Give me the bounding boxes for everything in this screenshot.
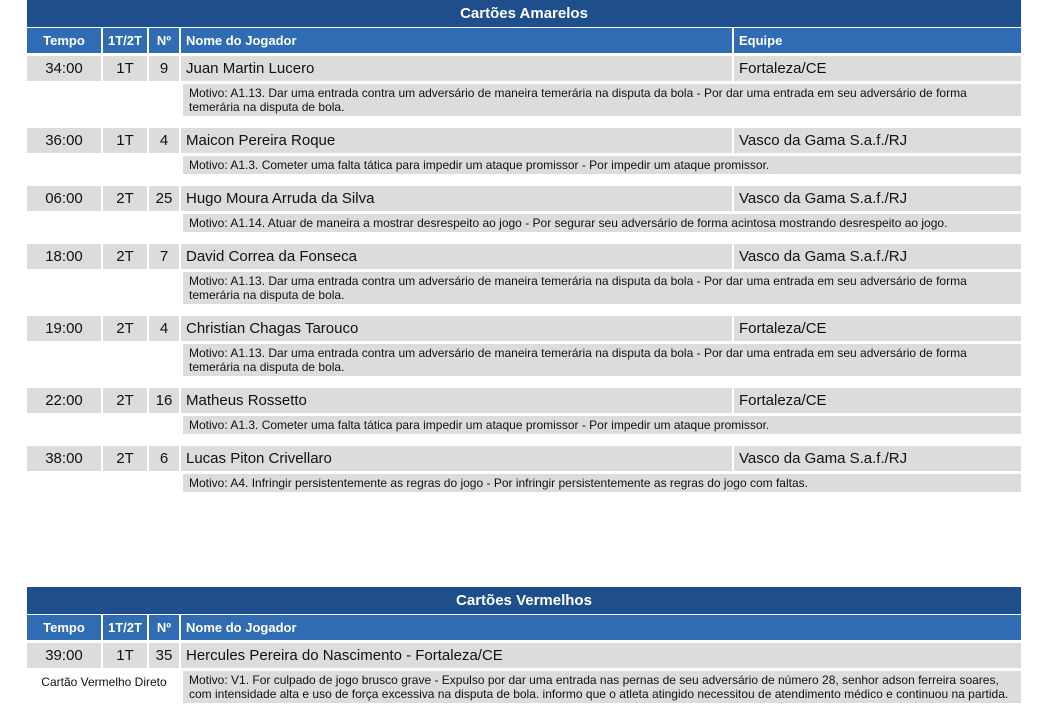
card-motivo: Motivo: V1. For culpado de jogo brusco grave - Expulso por dar uma entrada nas pernas de seu adversário de número 28, senhor adson ferreira soares, com intensidade alta e uso de força excessiva na disputa de bola. informo que o atleta atingido necessitou de atendimento médico e continuou na partida. — [183, 671, 1021, 703]
card-number: 7 — [149, 244, 179, 269]
card-time: 36:00 — [27, 128, 101, 153]
card-time: 22:00 — [27, 388, 101, 413]
card-team: Fortaleza/CE — [734, 388, 1021, 413]
card-type: Cartão Vermelho Direto — [41, 675, 167, 689]
card-player: Maicon Pereira Roque — [181, 128, 732, 153]
card-motivo: Motivo: A1.13. Dar uma entrada contra um adversário de maneira temerária na disputa da bola - Por dar uma entrada em seu adversário de forma temerária na disputa de bola. — [183, 272, 1021, 304]
header-tempo: Tempo — [27, 28, 101, 53]
yellow-cards-section — [27, 0, 1021, 504]
card-lead-blank — [27, 84, 181, 116]
card-lead-blank — [27, 156, 181, 174]
card-half: 1T — [103, 56, 147, 81]
card-player: Matheus Rossetto — [181, 388, 732, 413]
card-team: Vasco da Gama S.a.f./RJ — [734, 128, 1021, 153]
card-half: 2T — [103, 388, 147, 413]
card-motivo: Motivo: A1.14. Atuar de maneira a mostrar desrespeito ao jogo - Por segurar seu adversário de forma acintosa mostrando desrespeito ao jogo. — [183, 214, 1021, 232]
card-motivo: Motivo: A1.13. Dar uma entrada contra um adversário de maneira temerária na disputa da bola - Por dar uma entrada em seu adversário de forma temerária na disputa de bola. — [183, 344, 1021, 376]
card-motivo: Motivo: A1.3. Cometer uma falta tática para impedir um ataque promissor - Por impedir um ataque promissor. — [183, 416, 1021, 434]
card-team: Vasco da Gama S.a.f./RJ — [734, 244, 1021, 269]
red-cards-title: Cartões Vermelhos — [27, 587, 1021, 614]
card-time: 38:00 — [27, 446, 101, 471]
red-card-row — [27, 643, 1021, 703]
card-player: David Correa da Fonseca — [181, 244, 732, 269]
card-number: 4 — [149, 316, 179, 341]
yellow-cards-header — [27, 28, 1021, 53]
card-lead-blank — [27, 344, 181, 376]
card-half: 1T — [103, 643, 147, 668]
card-time: 06:00 — [27, 186, 101, 211]
card-half: 2T — [103, 244, 147, 269]
yellow-card-row — [27, 244, 1021, 304]
card-team: Vasco da Gama S.a.f./RJ — [734, 186, 1021, 211]
card-player: Hercules Pereira do Nascimento - Fortaleza/CE — [181, 643, 1021, 668]
header-tempo: Tempo — [27, 615, 101, 640]
card-lead-blank — [27, 474, 181, 492]
yellow-card-row — [27, 388, 1021, 434]
card-time: 39:00 — [27, 643, 101, 668]
card-time: 19:00 — [27, 316, 101, 341]
card-player: Hugo Moura Arruda da Silva — [181, 186, 732, 211]
card-time: 34:00 — [27, 56, 101, 81]
card-player: Christian Chagas Tarouco — [181, 316, 732, 341]
card-player: Juan Martin Lucero — [181, 56, 732, 81]
card-motivo: Motivo: A1.13. Dar uma entrada contra um adversário de maneira temerária na disputa da bola - Por dar uma entrada em seu adversário de forma temerária na disputa de bola. — [183, 84, 1021, 116]
red-cards-header — [27, 615, 1021, 640]
red-cards-section — [27, 587, 1021, 715]
header-player: Nome do Jogador — [181, 615, 1021, 640]
card-lead-blank — [27, 214, 181, 232]
card-number: 9 — [149, 56, 179, 81]
header-half: 1T/2T — [103, 615, 147, 640]
card-half: 2T — [103, 186, 147, 211]
header-number: Nº — [149, 615, 179, 640]
card-lead-blank — [27, 416, 181, 434]
card-number: 25 — [149, 186, 179, 211]
header-half: 1T/2T — [103, 28, 147, 53]
card-number: 6 — [149, 446, 179, 471]
card-number: 4 — [149, 128, 179, 153]
card-time: 18:00 — [27, 244, 101, 269]
yellow-card-row — [27, 446, 1021, 492]
card-lead-blank — [27, 272, 181, 304]
yellow-card-row — [27, 186, 1021, 232]
card-motivo: Motivo: A4. Infringir persistentemente as regras do jogo - Por infringir persistentemente as regras do jogo com faltas. — [183, 474, 1021, 492]
card-half: 1T — [103, 128, 147, 153]
card-team: Vasco da Gama S.a.f./RJ — [734, 446, 1021, 471]
card-half: 2T — [103, 316, 147, 341]
header-team: Equipe — [734, 28, 1021, 53]
card-number: 16 — [149, 388, 179, 413]
header-player: Nome do Jogador — [181, 28, 732, 53]
card-team: Fortaleza/CE — [734, 316, 1021, 341]
card-half: 2T — [103, 446, 147, 471]
header-number: Nº — [149, 28, 179, 53]
yellow-card-row — [27, 56, 1021, 116]
yellow-card-row — [27, 128, 1021, 174]
card-player: Lucas Piton Crivellaro — [181, 446, 732, 471]
card-number: 35 — [149, 643, 179, 668]
card-team: Fortaleza/CE — [734, 56, 1021, 81]
yellow-cards-title: Cartões Amarelos — [27, 0, 1021, 27]
card-motivo: Motivo: A1.3. Cometer uma falta tática para impedir um ataque promissor - Por impedir um ataque promissor. — [183, 156, 1021, 174]
yellow-card-row — [27, 316, 1021, 376]
